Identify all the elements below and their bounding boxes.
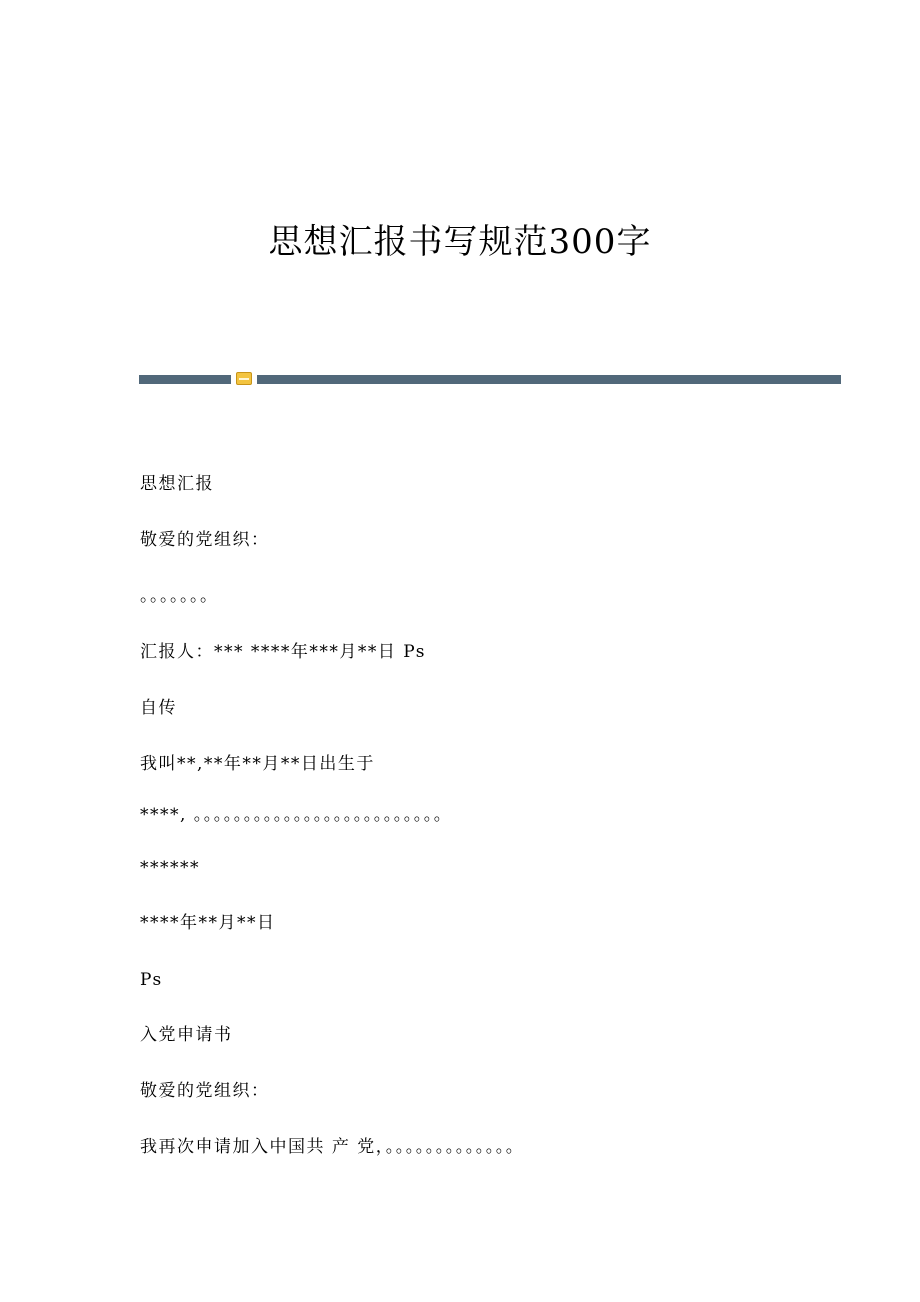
page-title: 思想汇报书写规范300字 bbox=[268, 222, 652, 262]
reporter-line: 汇报人：*** ****年***月**日 Ps bbox=[140, 642, 427, 662]
application-salutation: 敬爱的党组织： bbox=[140, 1081, 270, 1101]
ellipsis-line: 。。。。。。。 bbox=[140, 586, 219, 606]
salutation: 敬爱的党组织： bbox=[140, 530, 270, 550]
ps-label: Ps bbox=[140, 970, 163, 990]
autobiography-signature: ****** bbox=[140, 858, 200, 878]
divider-bar-right bbox=[257, 375, 841, 384]
heading-thought-report: 思想汇报 bbox=[140, 474, 214, 494]
envelope-icon bbox=[236, 372, 252, 385]
heading-autobiography: 自传 bbox=[140, 698, 177, 718]
title-divider bbox=[139, 375, 841, 384]
divider-bar-left bbox=[139, 375, 231, 384]
application-body: 我再次申请加入中国共 产 党，。。。。。。。。。。。。。 bbox=[140, 1137, 525, 1157]
heading-application: 入党申请书 bbox=[140, 1025, 233, 1045]
autobiography-date: ****年**月**日 bbox=[140, 913, 276, 933]
autobiography-body: ****, 。。。。。。。。。。。。。。。。。。。。。。。。。 bbox=[140, 805, 453, 825]
autobiography-intro: 我叫**,**年**月**日出生于 bbox=[140, 754, 375, 774]
